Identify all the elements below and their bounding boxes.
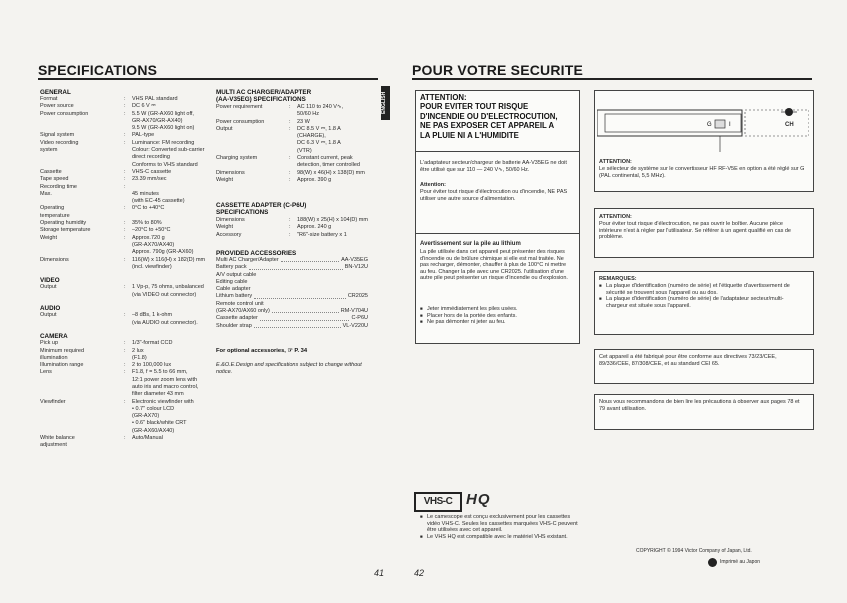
spec-colon: : <box>124 347 126 354</box>
general-spec-table <box>40 96 244 450</box>
channel-dial-icon <box>785 108 793 116</box>
spec-row <box>40 284 244 299</box>
lithium-bullet: ■ Ne pas démonter ni jeter au feu. <box>427 319 572 326</box>
accessories-heading: PROVIDED ACCESSORIES <box>216 250 297 257</box>
leader-dots <box>254 323 341 328</box>
spec-value: Auto/Manual <box>132 435 163 442</box>
spec-value: Approx. 240 g <box>297 224 332 231</box>
recommend-text: Nous vous recommandons de bien lire les précautions à observer aux pages 78 et 79 avant utilisation. <box>599 399 800 412</box>
spec-colon: : <box>124 205 126 212</box>
spec-value: VHS-C cassette <box>132 168 172 175</box>
vhs-bullet: ■ Le VHS HQ est compatible avec le matériel VHS existant. <box>427 534 582 541</box>
ch-label: CH <box>785 122 794 128</box>
spec-row <box>40 111 244 133</box>
accessory-name: Cassette adapter <box>216 315 258 322</box>
spec-key: Power source <box>40 103 74 110</box>
spec-value: 0°C to +40°C <box>132 205 165 212</box>
accessory-model: AA-V35EG <box>341 257 368 263</box>
spec-key: Pick up <box>40 340 59 347</box>
leader-dots <box>254 293 346 298</box>
attention-text-4: Pour éviter tout risque d'électrocution, ne pas ouvrir le boîtier. Aucune pièce intérieure n'est à régler par l'utilisateur. Se référer à un agent qualifié en cas de problème. <box>599 221 791 241</box>
accessory-name: Multi AC Charger/Adapter <box>216 257 279 263</box>
spec-colon: : <box>124 103 126 110</box>
divider <box>415 233 579 234</box>
english-side-tab: ENGLISH <box>381 86 390 120</box>
printed-in-japan: Imprimé au Japon <box>720 559 761 565</box>
spec-value: –20°C to +50°C <box>132 227 171 234</box>
spec-row <box>40 348 244 363</box>
spec-row <box>216 224 397 231</box>
spec-row <box>40 220 244 227</box>
spec-colon: : <box>124 176 126 183</box>
attention-text-2: Pour éviter tout risque d'électrocution ou d'incendie, NE PAS utiliser une autre source d'alimentation. <box>420 189 568 202</box>
accessory-model: VL-V220U <box>342 322 368 329</box>
spec-row <box>216 104 397 119</box>
spec-row <box>40 312 244 327</box>
spec-colon: : <box>289 169 291 176</box>
spec-colon: : <box>124 362 126 369</box>
general-heading: GENERAL <box>40 89 71 96</box>
spec-value: Constant current, peak detection, timer controlled <box>297 155 360 169</box>
spec-value: 1/3"-format CCD <box>132 340 173 347</box>
spec-key: Recording time Max. <box>40 183 77 197</box>
remarks-label: REMARQUES: <box>599 276 637 282</box>
spec-row <box>40 184 244 206</box>
spec-value: F1.8, f = 5.5 to 66 mm, 12:1 power zoom lens with auto iris and macro control, filter diameter 43 mm <box>132 369 199 398</box>
spec-key: Dimensions <box>216 169 245 176</box>
spec-colon: : <box>124 227 126 234</box>
spec-row <box>216 232 397 239</box>
spec-colon: : <box>289 231 291 238</box>
cassette-spec-table <box>216 217 397 239</box>
spec-key: Power consumption <box>216 118 265 125</box>
accessory-row <box>216 257 368 264</box>
spec-key: Minimum required illumination <box>40 347 85 361</box>
spec-value: 2 lux (F1.8) <box>132 347 147 361</box>
spec-row <box>40 103 244 110</box>
spec-key: Power consumption <box>40 110 89 117</box>
accessory-name: Cable adapter <box>216 286 251 293</box>
section-heading: AUDIO <box>40 305 61 313</box>
converter-edge <box>745 110 809 136</box>
spec-value: 1 Vp-p, 75 ohms, unbalanced (via VIDEO out connector) <box>132 284 204 298</box>
cassette-adapter-heading: CASSETTE ADAPTER (C-P6U) SPECIFICATIONS <box>216 202 307 216</box>
copyright-text: COPYRIGHT © 1994 Victor Company of Japan, Ltd. <box>636 548 752 554</box>
lithium-bullet: ■ Jeter immédiatement les piles usées. <box>427 306 572 313</box>
spec-row <box>216 217 397 224</box>
spec-key: Weight <box>216 176 234 183</box>
spec-key: Operating humidity <box>40 220 87 227</box>
accessory-name: Shoulder strap <box>216 322 252 329</box>
spec-key: Accessory <box>216 231 242 238</box>
accessory-row <box>216 301 368 308</box>
spec-value: AC 110 to 240 V∿, 50/60 Hz <box>297 104 344 118</box>
rf-converter-diagram <box>597 92 809 162</box>
accessory-model: CR2025 <box>347 293 368 300</box>
lithium-bullet: ■ Placer hors de la portée des enfants. <box>427 313 572 320</box>
spec-value: Luminance: FM recording Colour: Converted sub-carrier direct recording Conforms to VHS standard <box>132 139 205 168</box>
spec-key: Lens <box>40 369 52 376</box>
leader-dots <box>260 315 350 320</box>
conformity-text: Cet appareil a été fabriqué pour être conforme aux directives 73/23/CEE, 89/336/CEE, 87/308/CEE, et au standard CEI 65. <box>599 354 777 367</box>
lithium-warning-text: La pile utilisée dans cet appareil peut présenter des risques d'incendie ou de brûlure chimique si elle est mal traitée. Ne pas recharger, démonter, chauffer à plus de 100°C ni mettre au feu. Changer la pile avec une CR2025. l'utilisation d'une autre pile peut présenter un risque d'incendie ou d'explosion. <box>420 249 568 282</box>
accessory-model: BN-V12U <box>344 264 368 271</box>
spec-colon: : <box>124 110 126 117</box>
accessory-name: A/V output cable <box>216 271 257 278</box>
eoe-note: E.&O.E.Design and specifications subject to change without notice. <box>216 362 362 375</box>
spec-value: –8 dBs, 1 k-ohm (via AUDIO out connector). <box>132 312 198 326</box>
lithium-bullets <box>420 306 572 326</box>
charger-heading: MULTI AC CHARGER/ADAPTER (AA-V35EG) SPECIFICATIONS <box>216 89 312 103</box>
page-title-specifications: SPECIFICATIONS <box>38 62 158 78</box>
leader-dots <box>281 257 339 262</box>
accessory-name: (GR-AX70/AX60 only) <box>216 308 270 315</box>
spec-row <box>40 257 244 272</box>
spec-key: Storage temperature <box>40 227 91 234</box>
spec-row <box>216 170 397 177</box>
accessory-model: C-P6U <box>351 315 368 322</box>
spec-key: Power requirement <box>216 104 263 110</box>
spec-colon: : <box>124 183 126 190</box>
spec-key: Charging system <box>216 155 258 162</box>
spec-key: Format <box>40 96 58 102</box>
spec-key: Video recording system <box>40 139 79 154</box>
spec-value: 5.5 W (GR-AX60 light off, GR-AX70/GR-AX40) 9.5 W (GR-AX60 light on) <box>132 110 195 132</box>
accessory-row <box>216 308 368 315</box>
spec-value: 23 W <box>297 118 310 125</box>
spec-colon: : <box>289 155 291 162</box>
spec-value: 2 to 100,000 lux <box>132 362 172 369</box>
rf-converter-note: Le sélecteur de système sur le convertisseur HF RF-V5E en option a été réglé sur G (PAL continental, 5,5 MHz). <box>599 166 805 179</box>
spec-colon: : <box>124 96 126 102</box>
remark-item: ■ La plaque d'identification (numéro de série) de l'adaptateur secteur/multi-chargeur est située sous l'appareil. <box>606 296 805 309</box>
spec-value: Electronic viewfinder with • 0.7" colour LCD (GR-AX70) • 0.6" black/white CRT (GR-AX60/AX40) <box>132 398 194 434</box>
spec-colon: : <box>289 104 291 110</box>
spec-value: VHS PAL standard <box>132 96 178 102</box>
spec-key: Weight <box>40 234 58 241</box>
spec-value: 98(W) x 46(H) x 138(D) mm <box>297 169 365 176</box>
attention-label-4: ATTENTION: <box>599 214 632 220</box>
spec-value: 35% to 80% <box>132 220 162 227</box>
spec-key: Output <box>40 284 57 291</box>
spec-row <box>40 169 244 176</box>
spec-colon: : <box>124 132 126 139</box>
vhs-bullets <box>420 514 582 540</box>
spec-colon: : <box>124 139 126 146</box>
title-rule-right <box>412 78 812 80</box>
optional-accessories-note: For optional accessories, ☞ P. 34 <box>216 348 308 354</box>
divider <box>415 151 579 152</box>
spec-key: Signal system <box>40 132 75 139</box>
spec-value: 23.39 mm/sec <box>132 176 167 183</box>
spec-colon: : <box>124 234 126 241</box>
spec-colon: : <box>124 312 126 319</box>
spec-key: White balance adjustment <box>40 435 75 449</box>
spec-key: Dimensions <box>216 217 245 223</box>
spec-colon: : <box>124 284 126 291</box>
spec-colon: : <box>124 256 126 263</box>
spec-key: Weight <box>216 224 234 231</box>
spec-colon: : <box>289 224 291 231</box>
spec-row <box>40 435 244 450</box>
spec-key: Output <box>216 125 233 132</box>
spec-colon: : <box>124 398 126 405</box>
title-rule <box>38 78 378 80</box>
spec-row <box>216 155 397 170</box>
spec-row <box>216 126 397 155</box>
switch-letter-g: G <box>707 122 712 128</box>
spec-value: Approx.720 g (GR-AX70/AX40) Approx. 790g (GR-AX60) <box>132 234 194 256</box>
spec-key: Cassette <box>40 168 62 175</box>
spec-colon: : <box>124 435 126 442</box>
section-heading: VIDEO <box>40 277 60 285</box>
accessory-name: Editing cable <box>216 278 248 285</box>
spec-value: PAL-type <box>132 132 155 139</box>
charger-spec-table <box>216 104 397 184</box>
spec-value: Approx. 390 g <box>297 176 332 183</box>
attention-label-2: Attention: <box>420 182 446 188</box>
accessory-model: RM-V704U <box>340 308 368 315</box>
spec-colon: : <box>124 369 126 376</box>
accessory-name: Remote control unit <box>216 300 264 307</box>
spec-row <box>40 399 244 435</box>
spec-row <box>40 140 244 169</box>
spec-row <box>40 340 244 347</box>
spec-row <box>40 205 244 220</box>
accessory-row <box>216 323 368 330</box>
spec-key: Operating temperature <box>40 205 70 219</box>
accessory-name: Lithium battery <box>216 293 253 300</box>
spec-colon: : <box>124 168 126 175</box>
section-heading: CAMERA <box>40 332 68 340</box>
spec-row <box>40 96 244 103</box>
accessory-row <box>216 315 368 322</box>
switch-letter-i: I <box>729 122 731 128</box>
lithium-heading: Avertissement sur la pile au lithium <box>420 241 521 247</box>
spec-row <box>40 362 244 369</box>
spec-colon: : <box>289 176 291 183</box>
spec-colon: : <box>124 340 126 347</box>
spec-colon: : <box>124 220 126 227</box>
spec-row <box>40 369 244 398</box>
spec-value: DC 6 V ⎓ <box>132 103 156 110</box>
spec-colon: : <box>289 118 291 125</box>
hq-logo: HQ <box>466 491 491 508</box>
spec-key: Dimensions <box>40 256 69 263</box>
spec-colon: : <box>289 125 291 132</box>
spec-row <box>40 132 244 139</box>
accessory-row <box>216 279 368 286</box>
system-selector-switch <box>715 120 725 128</box>
spec-value: 188(W) x 25(H) x 104(D) mm <box>297 217 368 223</box>
remarks-list <box>599 283 805 309</box>
spec-key: Output <box>40 312 57 319</box>
jvc-emblem-icon <box>708 558 717 567</box>
accessory-row <box>216 293 368 300</box>
page-number-right: 42 <box>414 568 425 578</box>
spec-colon: : <box>289 217 291 223</box>
spec-row <box>216 177 397 184</box>
attention-label-3: ATTENTION: <box>599 159 632 165</box>
leader-dots <box>249 264 343 269</box>
leader-dots <box>272 308 339 313</box>
spec-key: Viewfinder <box>40 398 66 405</box>
accessory-row <box>216 272 368 279</box>
page-title-securite: POUR VOTRE SECURITE <box>412 62 584 78</box>
spec-value: DC 8.5 V ⎓, 1.8 A (CHARGE), DC 6.3 V ⎓, 1.8 A (VTR) <box>297 125 341 154</box>
attention-fire-warning: ATTENTION: POUR EVITER TOUT RISQUE D'INCENDIE OU D'ELECTROCUTION, NE PAS EXPOSER CET APPAREIL A LA PLUIE NI A L'HUMIDITE <box>420 93 558 140</box>
spec-value: 116(W) x 116(H) x 182(D) mm (incl. viewfinder) <box>132 256 206 270</box>
accessory-name: Battery pack <box>216 264 247 271</box>
accessories-list <box>216 257 368 330</box>
vhs-c-logo: VHS-C <box>414 492 462 512</box>
page-number-left: 41 <box>374 568 385 578</box>
spec-key: Illumination range <box>40 362 84 369</box>
spec-row <box>40 235 244 257</box>
adapter-note: L'adaptateur secteur/chargeur de batterie AA-V35EG ne doit être utilisé que sur 110 — 240 V∿, 50/60 Hz. <box>420 160 567 173</box>
accessory-row <box>216 264 368 271</box>
spec-row <box>40 227 244 234</box>
spec-value: "R6"-size battery x 1 <box>297 231 347 238</box>
spec-value: 45 minutes (with EC-45 cassette) <box>132 190 185 205</box>
remark-item: ■ La plaque d'identification (numéro de série) et l'étiquette d'avertissement de sécurité se trouvent sous l'appareil ou au dos. <box>606 283 805 296</box>
spec-row <box>40 176 244 183</box>
spec-row <box>216 119 397 126</box>
accessory-row <box>216 286 368 293</box>
vhs-bullet: ■ Le camescope est conçu exclusivement pour les cassettes vidéo VHS-C. Seules les cassettes marquées VHS-C peuvent être utilisées avec cet appareil. <box>427 514 582 534</box>
spec-key: Tape speed <box>40 176 69 183</box>
